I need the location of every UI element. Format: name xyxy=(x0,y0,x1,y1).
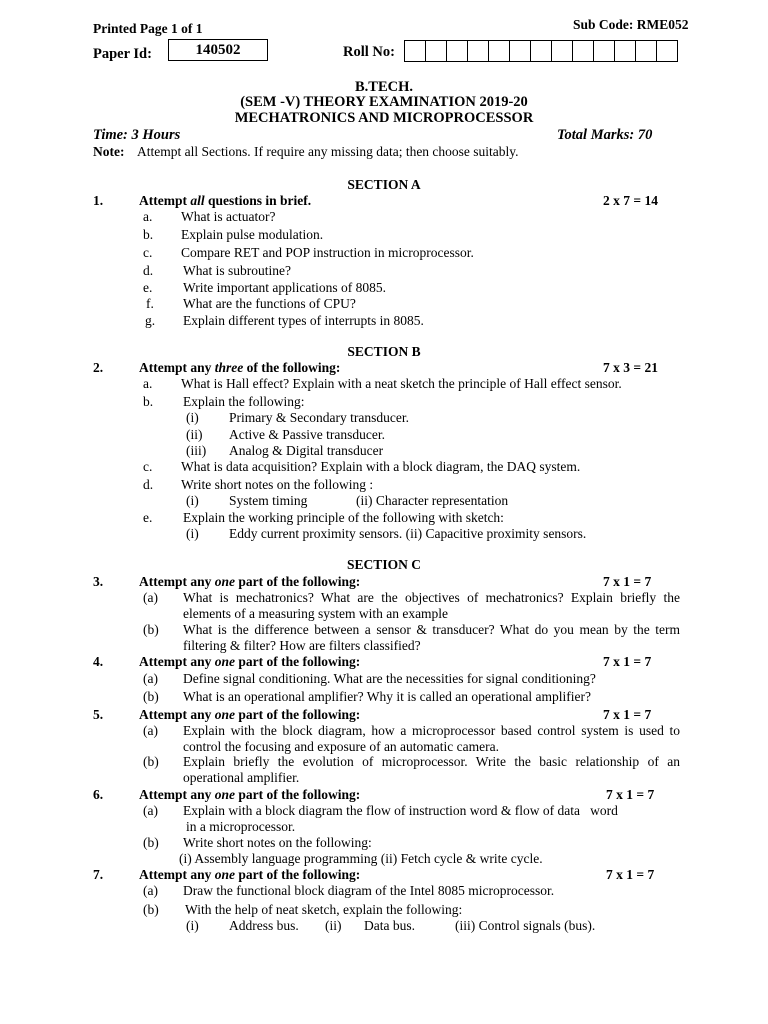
q5-marks: 7 x 1 = 7 xyxy=(603,707,652,722)
q4-number: 4. xyxy=(93,654,104,669)
q6-marks: 7 x 1 = 7 xyxy=(606,787,655,802)
question-text: Write important applications of 8085. xyxy=(183,280,387,295)
roll-no-cell[interactable] xyxy=(425,40,447,62)
q3-instruction: Attempt any one part of the following: xyxy=(139,574,361,589)
item-label: a. xyxy=(143,209,153,224)
question-text: Primary & Secondary transducer. xyxy=(229,410,409,425)
q1-marks: 2 x 7 = 14 xyxy=(603,193,658,208)
item-label: f. xyxy=(146,296,154,311)
part-label: (b) xyxy=(143,835,159,850)
part-label: (a) xyxy=(143,590,158,605)
question-text: Compare RET and POP instruction in microprocessor. xyxy=(181,245,474,260)
question-text: Explain different types of interrupts in 8085. xyxy=(183,313,424,328)
item-label: e. xyxy=(143,510,153,525)
q4-marks: 7 x 1 = 7 xyxy=(603,654,652,669)
item-label: b. xyxy=(143,227,154,242)
q7-marks: 7 x 1 = 7 xyxy=(606,867,655,882)
section-a-heading: SECTION A xyxy=(347,177,421,192)
question-text: (i) Assembly language programming (ii) Fetch cycle & write cycle. xyxy=(179,851,543,866)
roll-no-label: Roll No: xyxy=(343,44,395,60)
question-text: (iii) Control signals (bus). xyxy=(455,918,596,933)
question-text: Active & Passive transducer. xyxy=(229,427,385,442)
sub-code: Sub Code: RME052 xyxy=(573,17,689,32)
sub-item-label: (i) xyxy=(186,918,199,933)
note-text: Attempt all Sections. If require any missing data; then choose suitably. xyxy=(137,144,519,159)
item-label: d. xyxy=(143,477,154,492)
question-text: System timing xyxy=(229,493,308,508)
question-text: in a microprocessor. xyxy=(186,819,296,834)
question-text: What is mechatronics? What are the objectives of mechatronics? Explain briefly the elements of a measuring system with an example xyxy=(183,590,680,621)
subject-title: MECHATRONICS AND MICROPROCESSOR xyxy=(234,110,534,126)
question-text: With the help of neat sketch, explain the following: xyxy=(185,902,463,917)
roll-no-cell[interactable] xyxy=(446,40,468,62)
paper-id-label: Paper Id: xyxy=(93,46,152,62)
item-label: d. xyxy=(143,263,154,278)
roll-no-cell[interactable] xyxy=(530,40,552,62)
q3-marks: 7 x 1 = 7 xyxy=(603,574,652,589)
exam-title: (SEM -V) THEORY EXAMINATION 2019-20 xyxy=(240,94,528,110)
question-text: What is an operational amplifier? Why it is called an operational amplifier? xyxy=(183,689,591,704)
roll-no-cell[interactable] xyxy=(467,40,489,62)
question-text: Write short notes on the following : xyxy=(181,477,374,492)
roll-no-cell[interactable] xyxy=(614,40,636,62)
question-text: Explain briefly the evolution of microprocessor. Write the basic relationship of an operational amplifier. xyxy=(183,754,680,785)
question-text: Eddy current proximity sensors. (ii) Capacitive proximity sensors. xyxy=(229,526,587,541)
question-text: Draw the functional block diagram of the Intel 8085 microprocessor. xyxy=(183,883,555,898)
question-text: Explain the following: xyxy=(183,394,305,409)
roll-no-cell[interactable] xyxy=(635,40,657,62)
part-label: (b) xyxy=(143,754,159,769)
sub-item-label: (i) xyxy=(186,410,199,425)
q1-instruction: Attempt all questions in brief. xyxy=(139,193,312,208)
q2-marks: 7 x 3 = 21 xyxy=(603,360,658,375)
question-text: Explain with the block diagram, how a microprocessor based control system is used to control the focusing and exposure of an automatic camera. xyxy=(183,723,680,754)
item-label: g. xyxy=(145,313,156,328)
question-text: What are the functions of CPU? xyxy=(183,296,356,311)
q3-number: 3. xyxy=(93,574,104,589)
part-label: (a) xyxy=(143,883,158,898)
q1-number: 1. xyxy=(93,193,104,208)
sub-item-label: (i) xyxy=(186,526,199,541)
question-text: Analog & Digital transducer xyxy=(229,443,384,458)
question-text: What is the difference between a sensor & transducer? What do you mean by the term filtering & filter? How are filters classified? xyxy=(183,622,680,653)
roll-no-cell[interactable] xyxy=(572,40,594,62)
paper-id-box: 140502 xyxy=(168,39,268,61)
question-text: What is actuator? xyxy=(181,209,276,224)
q7-number: 7. xyxy=(93,867,104,882)
note-label: Note: xyxy=(93,144,125,159)
item-label: a. xyxy=(143,376,153,391)
q7-instruction: Attempt any one part of the following: xyxy=(139,867,361,882)
roll-no-cell[interactable] xyxy=(404,40,426,62)
part-label: (b) xyxy=(143,689,159,704)
q5-number: 5. xyxy=(93,707,104,722)
roll-no-cell[interactable] xyxy=(593,40,615,62)
part-label: (a) xyxy=(143,671,158,686)
question-text: Explain with a block diagram the flow of instruction word & flow of data word xyxy=(183,803,618,818)
question-text: What is Hall effect? Explain with a neat sketch the principle of Hall effect sensor. xyxy=(181,376,622,391)
q2-instruction: Attempt any three of the following: xyxy=(139,360,341,375)
q2-number: 2. xyxy=(93,360,104,375)
question-text: Address bus. xyxy=(229,918,299,933)
part-label: (a) xyxy=(143,723,158,738)
part-label: (b) xyxy=(143,902,159,917)
roll-no-cell[interactable] xyxy=(509,40,531,62)
question-text: What is data acquisition? Explain with a block diagram, the DAQ system. xyxy=(181,459,581,474)
sub-item-label: (iii) xyxy=(186,443,207,458)
question-text: Data bus. xyxy=(364,918,415,933)
degree-title: B.TECH. xyxy=(354,79,413,95)
item-label: e. xyxy=(143,280,153,295)
question-text: Explain pulse modulation. xyxy=(181,227,324,242)
question-text: Define signal conditioning. What are the necessities for signal conditioning? xyxy=(183,671,596,686)
total-marks-label: Total Marks: 70 xyxy=(557,127,653,143)
question-text: Write short notes on the following: xyxy=(183,835,372,850)
item-label: c. xyxy=(143,245,153,260)
sub-item-label: (i) xyxy=(186,493,199,508)
section-c-heading: SECTION C xyxy=(347,557,421,572)
q6-instruction: Attempt any one part of the following: xyxy=(139,787,361,802)
question-text: (ii) Character representation xyxy=(356,493,509,508)
part-label: (a) xyxy=(143,803,158,818)
part-label: (b) xyxy=(143,622,159,637)
q5-instruction: Attempt any one part of the following: xyxy=(139,707,361,722)
roll-no-cell[interactable] xyxy=(551,40,573,62)
sub-item-label: (ii) xyxy=(186,427,203,442)
section-b-heading: SECTION B xyxy=(347,344,421,359)
sub-item-label: (ii) xyxy=(325,918,342,933)
item-label: c. xyxy=(143,459,153,474)
question-text: Explain the working principle of the following with sketch: xyxy=(183,510,504,525)
time-label: Time: 3 Hours xyxy=(93,127,181,143)
question-text: What is subroutine? xyxy=(183,263,291,278)
printed-page-label: Printed Page 1 of 1 xyxy=(93,21,203,36)
roll-no-cell[interactable] xyxy=(656,40,678,62)
roll-no-cell[interactable] xyxy=(488,40,510,62)
q4-instruction: Attempt any one part of the following: xyxy=(139,654,361,669)
item-label: b. xyxy=(143,394,154,409)
roll-no-boxes[interactable] xyxy=(404,40,677,62)
q6-number: 6. xyxy=(93,787,104,802)
